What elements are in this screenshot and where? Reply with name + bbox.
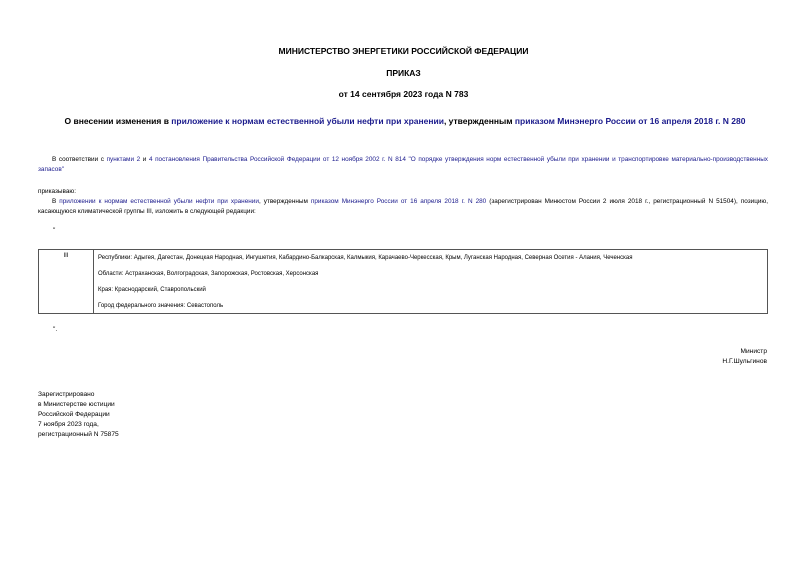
climate-group-table bbox=[38, 249, 768, 314]
preamble-paragraph bbox=[38, 155, 768, 174]
preamble-text-1: В соответствии с bbox=[52, 156, 107, 163]
order-link-appendix[interactable]: приложении к нормам естественной убыли нефти при хранении bbox=[59, 198, 259, 205]
order-text-1: В bbox=[52, 198, 60, 205]
doc-type-heading: ПРИКАЗ bbox=[386, 68, 421, 78]
registration-line: в Министерстве юстиции bbox=[38, 401, 115, 408]
order-word: приказываю: bbox=[38, 188, 76, 195]
signatory-position: Министр bbox=[740, 348, 767, 355]
climate-group-cell: III bbox=[39, 250, 94, 314]
preamble-link-point-2[interactable]: пунктами 2 bbox=[106, 156, 141, 163]
title-link-order[interactable]: приказом Минэнерго России от 16 апреля 2018 г. N 280 bbox=[514, 116, 746, 126]
regions-federal-city: Город федерального значения: Севастополь bbox=[98, 303, 224, 309]
preamble-text-3[interactable]: постановления Правительства Российской Федерации от 12 ноября 2002 г. N 814 "О порядке утверждения норм естественной убыли при хранении и транспортировке материально-производственных запасов" bbox=[38, 156, 769, 173]
order-text-2: , утвержденным bbox=[258, 198, 311, 205]
regions-cell bbox=[94, 250, 768, 314]
registration-block bbox=[38, 390, 119, 440]
preamble-text-2: и bbox=[140, 156, 149, 163]
regions-krais: Края: Краснодарский, Ставропольский bbox=[98, 287, 206, 293]
regions-oblasts: Области: Астраханская, Волгоградская, Запорожская, Ростовская, Херсонская bbox=[98, 271, 319, 277]
table-row bbox=[39, 250, 768, 314]
signatory-name: Н.Г.Шульгинов bbox=[722, 358, 767, 365]
ministry-heading: МИНИСТЕРСТВО ЭНЕРГЕТИКИ РОССИЙСКОЙ ФЕДЕРАЦИИ bbox=[278, 46, 529, 56]
order-paragraph bbox=[38, 197, 768, 216]
title-text-2: , утвержденным bbox=[443, 116, 515, 126]
order-text-3: (зарегистрирован Минюстом России 2 июля 2018 г., регистрационный N 51504), позицию, касающуюся климатической группы III, изложить в следующей редакции: bbox=[38, 198, 768, 215]
quote-close: ". bbox=[53, 326, 58, 333]
preamble-link-point-4[interactable]: 4 bbox=[148, 156, 153, 163]
title-text-1: О внесении изменения в bbox=[64, 116, 172, 126]
regions-republics: Республики: Адыгея, Дагестан, Донецкая Народная, Ингушетия, Кабардино-Балкарская, Калмыкия, Карачаево-Черкесская, Крым, Луганская Народная, Северная Осетия - Алания, Чеченская bbox=[98, 255, 633, 261]
registration-line: Российской Федерации bbox=[38, 411, 110, 418]
signature-block bbox=[722, 347, 767, 367]
title-link-appendix[interactable]: приложение к нормам естественной убыли нефти при хранении bbox=[171, 116, 444, 126]
date-number-heading: от 14 сентября 2023 года N 783 bbox=[338, 89, 469, 99]
document-title bbox=[30, 116, 780, 126]
registration-line: Зарегистрировано bbox=[38, 391, 95, 398]
registration-line: регистрационный N 75875 bbox=[38, 431, 119, 438]
quote-open: " bbox=[53, 227, 56, 234]
order-link-order[interactable]: приказом Минэнерго России от 16 апреля 2018 г. N 280 bbox=[310, 198, 487, 205]
registration-line: 7 ноября 2023 года, bbox=[38, 421, 99, 428]
